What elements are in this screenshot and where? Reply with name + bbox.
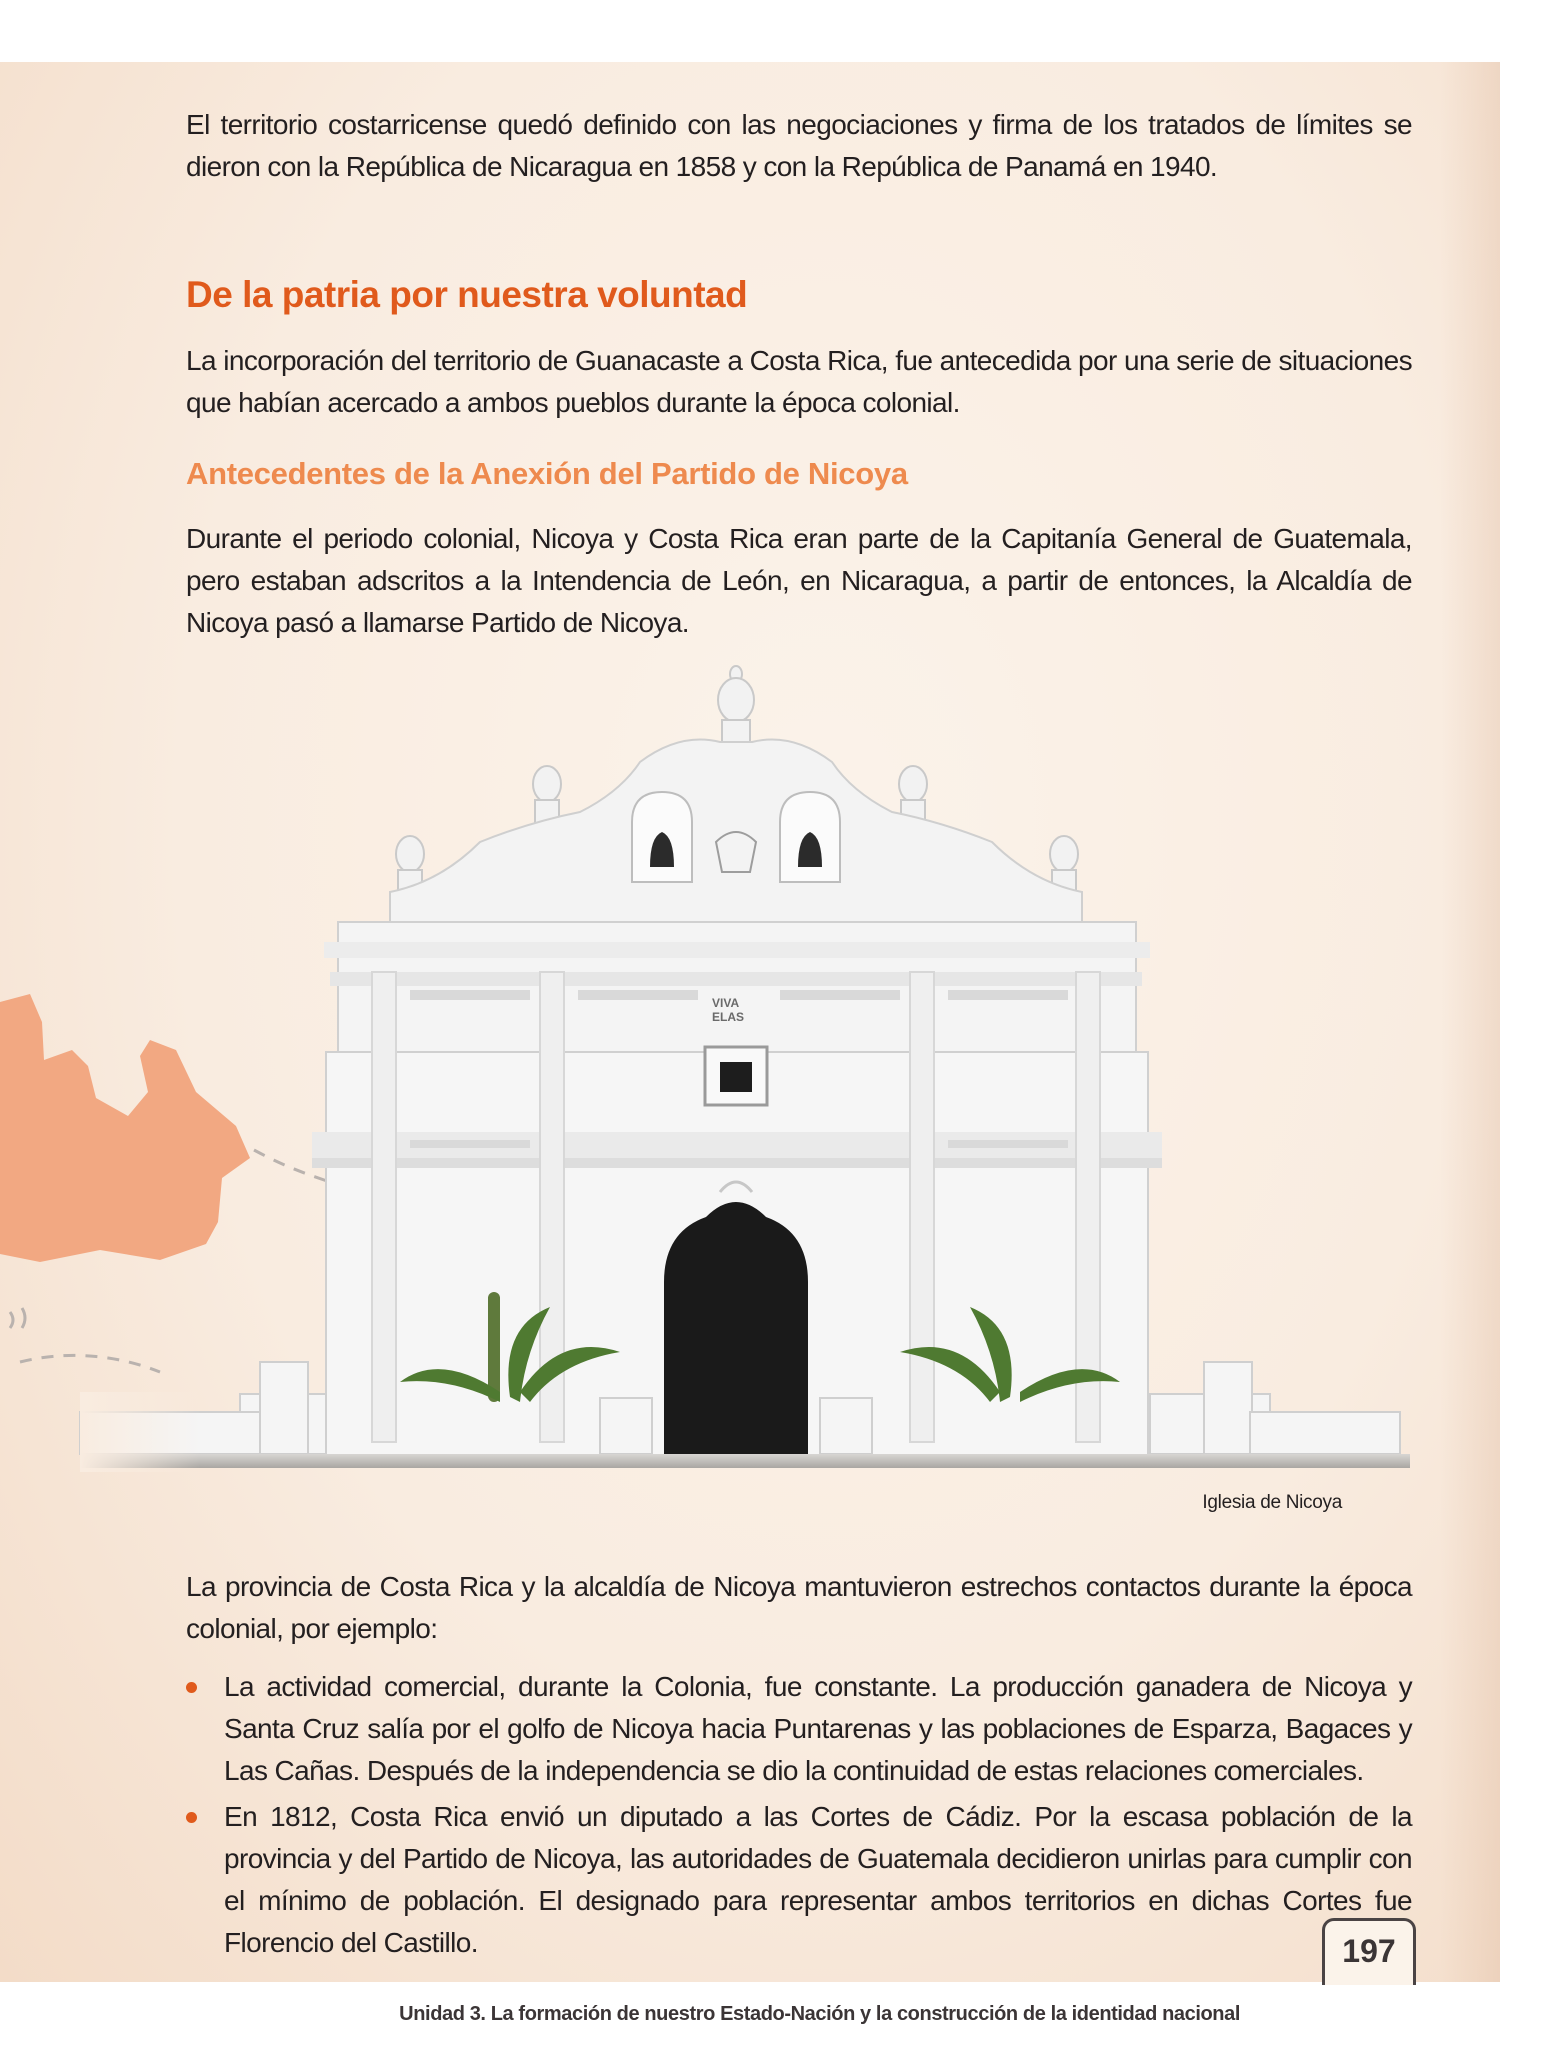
cactus-icon [488, 1292, 500, 1402]
list-item-text: La actividad comercial, durante la Colonia, fue constante. La producción ganadera de Nicoya y Santa Cruz salía por el golfo de Nicoya hacia Puntarenas y las poblaciones de Esparza, Bagaces y Las Cañas. Después de la independencia se dio la continuidad de estas relaciones comerciales. [224, 1671, 1412, 1786]
inscription-line1: VIVA [712, 996, 740, 1010]
church-image [80, 672, 1420, 1472]
paragraph-guanacaste: La incorporación del territorio de Guanacaste a Costa Rica, fue antecedida por una serie de situaciones que habían acercado a ambos pueblos durante la época colonial. [186, 345, 1412, 418]
intro-paragraph: El territorio costarricense quedó definido con las negociaciones y firma de los tratados de límites se dieron con la República de Nicaragua en 1858 y con la República de Panamá en 1940. [186, 109, 1412, 182]
paragraph-colonial: Durante el periodo colonial, Nicoya y Costa Rica eran parte de la Capitanía General de Guatemala, pero estaban adscritos a la Intendencia de León, en Nicaragua, a partir de entonces, la Alcaldía de Nicoya pasó a llamarse Partido de Nicoya. [186, 523, 1412, 638]
bullet-icon [186, 1682, 197, 1693]
list-item-text: En 1812, Costa Rica envió un diputado a las Cortes de Cádiz. Por la escasa población de la provincia y del Partido de Nicoya, las autoridades de Guatemala decidieron unirlas para cumplir con el mínimo de población. El designado para representar ambos territorios en dichas Cortes fue Florencio del Castillo. [224, 1801, 1412, 1958]
image-caption: Iglesia de Nicoya [1202, 1492, 1342, 1513]
section-heading: De la patria por nuestra voluntad [186, 274, 748, 315]
paragraph-contacts: La provincia de Costa Rica y la alcaldía de Nicoya mantuvieron estrechos contactos durante la época colonial, por ejemplo: [186, 1571, 1412, 1644]
page-number: 197 [1322, 1918, 1416, 1985]
list-item [186, 1796, 1412, 1964]
footer-unit-title: Unidad 3. La formación de nuestro Estado-Nación y la construcción de la identidad nacional [399, 2003, 1240, 2025]
subsection-heading: Antecedentes de la Anexión del Partido de Nicoya [186, 456, 908, 491]
page-background [0, 62, 1500, 2025]
inscription-line2: ELAS [712, 1010, 745, 1024]
bullet-icon [186, 1812, 197, 1823]
bullet-list [186, 1666, 1412, 1968]
list-item [186, 1666, 1412, 1792]
